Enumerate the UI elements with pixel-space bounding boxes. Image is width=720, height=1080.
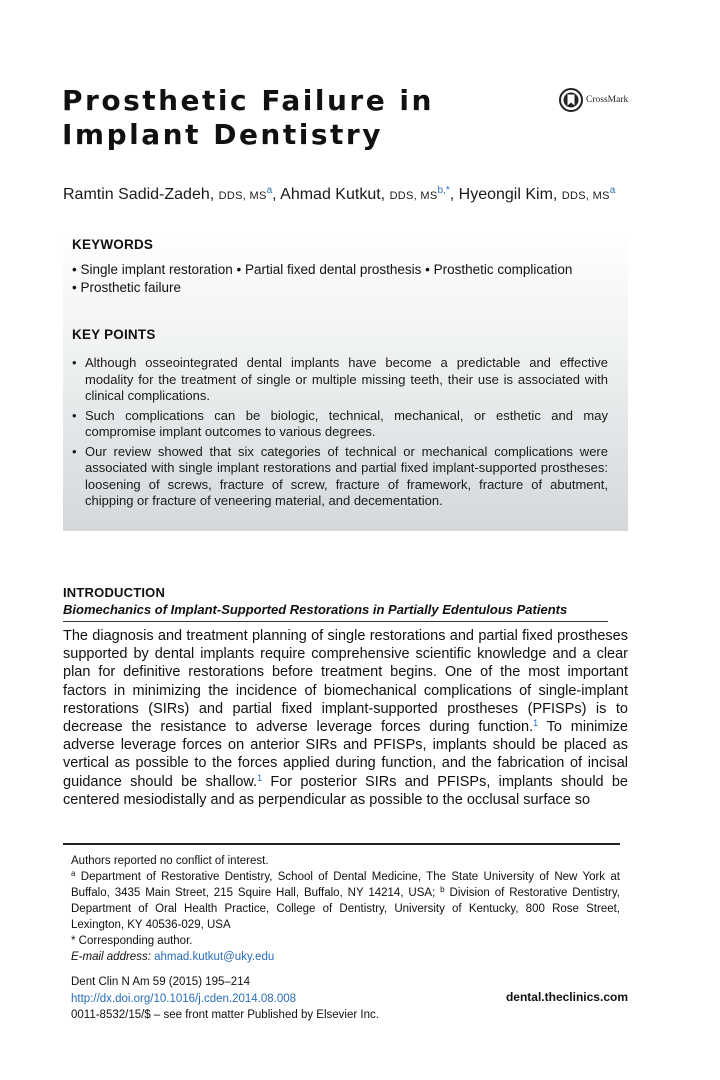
author-degrees: DDS, MS bbox=[218, 190, 267, 202]
email-link[interactable]: ahmad.kutkut@uky.edu bbox=[154, 951, 275, 963]
crossmark-icon bbox=[559, 88, 583, 112]
affiliation-text: Department of Restorative Dentistry, School of Dental Medicine, The State University of New York at Buffalo, 3435 Main Street, 215 Squire Hall, Buffalo, NY 14214, USA; bbox=[71, 871, 620, 899]
crossmark-label: CrossMark bbox=[586, 95, 629, 105]
author-separator: , bbox=[272, 186, 277, 203]
reference-marker[interactable]: 1 bbox=[257, 772, 263, 783]
body-paragraph bbox=[63, 627, 628, 809]
publication-meta bbox=[71, 974, 379, 1024]
crossmark-badge[interactable] bbox=[559, 88, 628, 112]
bullet-icon: • bbox=[72, 355, 77, 370]
email-line bbox=[71, 949, 620, 965]
doi-link[interactable]: http://dx.doi.org/10.1016/j.cden.2014.08.008 bbox=[71, 992, 297, 1005]
keywords-line-2: • Prosthetic failure bbox=[72, 280, 182, 295]
article-title bbox=[62, 84, 482, 152]
author-list bbox=[63, 184, 663, 207]
author-degrees: DDS, MS bbox=[389, 190, 438, 202]
author-degrees: DDS, MS bbox=[561, 190, 610, 202]
subsection-heading: Biomechanics of Implant-Supported Restorations in Partially Edentulous Patients bbox=[63, 602, 568, 617]
author-name: Ramtin Sadid-Zadeh, bbox=[63, 186, 215, 203]
conflict-statement: Authors reported no conflict of interest. bbox=[71, 855, 269, 867]
paragraph-text: The diagnosis and treatment planning of single restorations and partial fixed prostheses supported by dental implants require comprehensive scientific knowledge and a clear plan for definitive restorations before treatment begins. One of the most important factors in minimizing the incidence of biomechanical complications of single-implant restorations (SIRs) and partial fixed implant-supported prostheses (PFISPs) is to decrease the resistance to adverse leverage forces during function. bbox=[63, 628, 628, 736]
affiliations bbox=[71, 869, 620, 933]
author-separator: , bbox=[449, 186, 455, 203]
journal-site[interactable]: dental.theclinics.com bbox=[505, 990, 628, 1004]
introduction-header bbox=[63, 585, 623, 622]
key-point-item bbox=[72, 355, 608, 405]
title-line-1: Prosthetic Failure in bbox=[62, 84, 434, 117]
reference-marker[interactable]: 1 bbox=[533, 718, 539, 729]
key-point-text: Our review showed that six categories of technical or mechanical complications were associated with single implant restorations and partial fixed implant-supported prostheses: loosening of screws, fracture of screw, fracture of framework, fracture of abutment, chipping or fracture of veneering material, and decementation. bbox=[85, 443, 608, 508]
key-point-item bbox=[72, 444, 608, 510]
email-label: E-mail address: bbox=[71, 951, 151, 963]
keywords-heading: KEYWORDS bbox=[72, 237, 154, 252]
footnote-divider bbox=[63, 843, 620, 845]
affiliation-marker[interactable]: b,* bbox=[437, 185, 450, 196]
key-point-text: Such complications can be biologic, technical, mechanical, or esthetic and may compromise implant outcomes to various degrees. bbox=[85, 407, 608, 439]
journal-citation: Dent Clin N Am 59 (2015) 195–214 bbox=[71, 976, 250, 988]
key-point-item bbox=[72, 408, 608, 441]
keywords-line-1: • Single implant restoration • Partial fixed dental prosthesis • Prosthetic complication bbox=[72, 262, 573, 277]
corresponding-author: * Corresponding author. bbox=[71, 935, 193, 947]
key-points-heading: KEY POINTS bbox=[72, 327, 156, 342]
affiliation-label: a bbox=[71, 869, 76, 878]
affiliation-marker[interactable]: a bbox=[609, 185, 616, 196]
footnotes bbox=[71, 853, 620, 965]
affiliation-label: b bbox=[440, 885, 445, 894]
key-points-list bbox=[72, 355, 608, 513]
paragraph-text: To minimize adverse leverage forces on anterior SIRs and PFISPs, implants should be placed as vertical as possible to the forces applied during function, and the fabrication of incisal guidance should be shallow. bbox=[63, 719, 628, 790]
key-point-text: Although osseointegrated dental implants have become a predictable and effective modality for the treatment of single or multiple missing teeth, their use is associated with clinical complications. bbox=[85, 355, 608, 403]
paragraph-text: For posterior SIRs and PFISPs, implants should be centered mesiodistally and as perpendicular as possible to the occlusal surface so bbox=[63, 773, 628, 808]
issn-line: 0011-8532/15/$ – see front matter Published by Elsevier Inc. bbox=[71, 1009, 379, 1021]
affiliation-marker[interactable]: a bbox=[266, 185, 273, 196]
section-divider bbox=[63, 621, 608, 622]
affiliation-text: Division of Restorative Dentistry, Department of Oral Health Practice, College of Dentistry, University of Kentucky, 800 Rose Street, Lexington, KY 40536-029, USA bbox=[71, 887, 620, 931]
bullet-icon: • bbox=[72, 407, 77, 423]
section-heading: INTRODUCTION bbox=[63, 585, 166, 600]
author-name: Ahmad Kutkut, bbox=[280, 186, 386, 203]
bullet-icon: • bbox=[72, 443, 77, 459]
title-line-2: Implant Dentistry bbox=[62, 118, 383, 151]
author-name: Hyeongil Kim, bbox=[458, 186, 558, 203]
